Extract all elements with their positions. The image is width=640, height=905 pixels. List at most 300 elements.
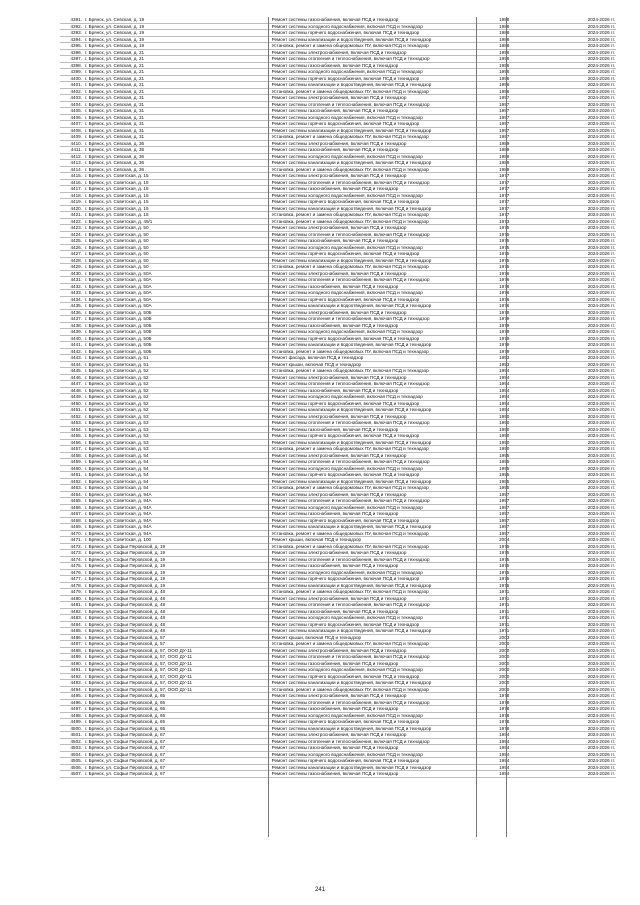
row-work-type: Ремонт системы холодного водоснабжения, включая ПСД и технадзор (271, 394, 423, 399)
row-work-type: Ремонт системы отопления и теплоснабжения, включая ПСД и технадзор (271, 738, 430, 744)
row-gap (519, 89, 555, 95)
row-period: 2024-2026 гг. (587, 608, 615, 614)
row-number: 4422. (70, 218, 82, 224)
row-work-type: Ремонт системы горячего водоснабжения, включая ПСД и технадзор (271, 719, 420, 724)
row-address: г. Брянск, ул. Софьи Перовской, д. 67 (84, 732, 166, 737)
row-work-type: Ремонт системы отопления и теплоснабжения, включая ПСД и технадзор (271, 699, 430, 705)
row-period: 2024-2026 гг. (587, 595, 615, 601)
row-period: 2024-2026 гг. (587, 537, 615, 542)
row-year: 1988 (499, 43, 510, 48)
row-year: 1996 (499, 88, 510, 94)
row-address: г. Брянск, ул. Софьи Перовской, д. 67 (84, 745, 166, 750)
row-year: 1971 (499, 621, 510, 627)
row-address: г. Брянск, ул. Советская, д. 50 (84, 257, 149, 263)
row-period: 2024-2026 гг. (587, 368, 615, 373)
row-year: 2000 (499, 673, 510, 679)
row-address: г. Брянск, ул. Софьи Перовской, д. 57, ООО ДУ-11 (84, 680, 192, 685)
row-period: 2024-2026 гг. (587, 355, 615, 360)
row-gap (519, 680, 555, 686)
row-address: г. Брянск, ул. Советская, д. 50 (84, 251, 149, 256)
row-address: г. Брянск, ул. Советская, д. 51 (84, 355, 149, 360)
row-year: 1977 (499, 186, 510, 191)
row-gap (519, 30, 555, 36)
row-number: 4438. (70, 322, 82, 328)
row-gap (519, 303, 555, 309)
row-address: г. Брянск, ул. Советская, д. 15 (84, 205, 149, 211)
row-gap (519, 726, 555, 732)
row-number: 4460. (70, 465, 82, 471)
row-address: г. Брянск, ул. Севская, д. 19 (84, 43, 145, 48)
row-period: 2024-2026 гг. (587, 374, 615, 380)
row-gap (519, 37, 555, 43)
row-work-type: Ремонт системы канализации и водоотведения, включая ПСД и технадзор (271, 478, 432, 484)
row-work-type: Ремонт системы горячего водоснабжения, включая ПСД и технадзор (271, 30, 420, 35)
row-gap (519, 232, 555, 238)
row-period: 2024-2026 гг. (587, 569, 615, 575)
row-gap (519, 745, 555, 751)
row-year: 1994 (499, 374, 510, 380)
row-period: 2024-2026 гг. (587, 446, 615, 451)
row-year: 1996 (499, 75, 510, 81)
row-work-type: Ремонт системы электроснабжения, включая ПСД и технадзор (271, 550, 407, 555)
row-period: 2024-2026 гг. (587, 238, 615, 243)
row-address: г. Брянск, ул. Советская, д. 50 (84, 225, 149, 230)
row-gap (519, 193, 555, 199)
row-number: 4459. (70, 459, 82, 464)
row-work-type: Установка, ремонт и замена общедомовых ПУ, включая ПСД и технадзор (271, 264, 429, 269)
row-gap (519, 271, 555, 277)
row-address: г. Брянск, ул. Советская, д. 50А (84, 283, 152, 289)
row-gap (519, 258, 555, 264)
row-address: г. Брянск, ул. Советская, д. 50Б (84, 348, 152, 354)
row-gap (519, 147, 555, 153)
row-number: 4431. (70, 277, 82, 282)
row-number: 4407. (70, 121, 82, 126)
row-period: 2024-2026 гг. (587, 342, 615, 347)
row-gap (519, 329, 555, 335)
row-gap (519, 713, 555, 719)
row-gap (519, 752, 555, 758)
row-period: 2024-2026 гг. (587, 667, 615, 672)
row-gap (519, 648, 555, 654)
row-year: 1994 (499, 407, 510, 412)
row-work-type: Ремонт системы холодного водоснабжения, включая ПСД и технадзор (271, 615, 423, 620)
row-work-type: Ремонт системы холодного водоснабжения, включая ПСД и технадзор (271, 569, 423, 575)
row-work-type: Ремонт системы отопления и теплоснабжения, включая ПСД и технадзор (271, 316, 430, 321)
row-year: 1975 (499, 582, 510, 588)
row-address: г. Брянск, ул. Советская, д. 52 (84, 387, 149, 393)
row-gap (519, 498, 555, 504)
row-gap (519, 758, 555, 764)
row-number: 4434. (70, 296, 82, 302)
row-year: 1975 (499, 563, 510, 568)
row-number: 4432. (70, 283, 82, 289)
row-period: 2024-2026 гг. (587, 231, 615, 237)
row-address: г. Брянск, ул. Советская, д. 50А (84, 303, 152, 308)
row-address: г. Брянск, ул. Софьи Перовской, д. 19 (84, 576, 166, 581)
row-address: г. Брянск, ул. Советская, д. 50А (84, 277, 152, 282)
row-gap (519, 115, 555, 121)
row-work-type: Ремонт системы газоснабжения, включая ПСД и технадзор (271, 238, 399, 243)
row-year: 1975 (499, 543, 510, 549)
row-period: 2024-2026 гг. (587, 439, 615, 445)
row-work-type: Установка, ремонт и замена общедомовых ПУ, включая ПСД и технадзор (271, 543, 429, 549)
row-number: 4504. (70, 751, 82, 757)
row-number: 4397. (70, 56, 82, 61)
row-address: г. Брянск, ул. Советская, д. 50А (84, 296, 152, 302)
row-gap (519, 505, 555, 511)
row-address: г. Брянск, ул. Советская, д. 50Б (84, 309, 152, 315)
row-period: 2024-2026 гг. (587, 556, 615, 562)
row-work-type: Установка, ремонт и замена общедомовых ПУ, включая ПСД и технадзор (271, 485, 429, 490)
row-gap (519, 557, 555, 563)
row-year: 1977 (499, 192, 510, 198)
row-number: 4468. (70, 517, 82, 523)
row-year: 1989 (499, 140, 510, 146)
row-work-type: Ремонт системы канализации и водоотведения, включая ПСД и технадзор (271, 407, 432, 412)
row-gap (519, 667, 555, 673)
row-address: г. Брянск, ул. Советская, д. 94А (84, 491, 152, 497)
row-address: г. Брянск, ул. Советская, д. 50 (84, 244, 149, 250)
row-gap (519, 128, 555, 134)
row-number: 4404. (70, 101, 82, 107)
repair-schedule-table (60, 17, 616, 778)
row-gap (519, 407, 555, 413)
row-period: 2024-2026 гг. (587, 36, 615, 42)
row-period: 2024-2026 гг. (587, 426, 615, 432)
row-gap (519, 765, 555, 771)
row-work-type: Ремонт системы электроснабжения, включая ПСД и технадзор (271, 95, 407, 100)
row-address: г. Брянск, ул. Советская, д. 54 (84, 485, 149, 490)
row-address: г. Брянск, ул. Советская, д. 51 (84, 361, 149, 367)
row-number: 4420. (70, 205, 82, 211)
row-period: 2024-2026 гг. (587, 225, 615, 230)
row-gap (519, 82, 555, 88)
row-gap (519, 355, 555, 361)
row-address: г. Брянск, ул. Софьи Перовской, д. 65 (84, 706, 166, 711)
row-work-type: Ремонт системы газоснабжения, включая ПСД и технадзор (271, 426, 399, 432)
row-address: г. Брянск, ул. Советская, д. 50Б (84, 342, 152, 347)
row-year: 1953 (499, 355, 510, 360)
row-year: 1997 (499, 530, 510, 536)
row-work-type: Ремонт системы газоснабжения, включая ПСД и технадзор (271, 322, 399, 328)
row-gap (519, 199, 555, 205)
row-period: 2024-2026 гг. (587, 394, 615, 399)
row-gap (519, 550, 555, 556)
row-gap (519, 453, 555, 459)
row-address: г. Брянск, ул. Софьи Перовской, д. 67 (84, 758, 166, 763)
row-number: 4417. (70, 186, 82, 191)
row-work-type: Ремонт системы горячего водоснабжения, включая ПСД и технадзор (271, 673, 420, 679)
row-work-type: Установка, ремонт и замена общедомовых ПУ, включая ПСД и технадзор (271, 166, 429, 172)
row-address: г. Брянск, ул. Севская, д. 21 (84, 75, 145, 81)
row-address: г. Брянск, ул. Севская, д. 21 (84, 56, 145, 61)
row-number: 4451. (70, 407, 82, 412)
row-year: 1994 (499, 394, 510, 399)
row-work-type: Ремонт системы холодного водоснабжения, включая ПСД и технадзор (271, 751, 423, 757)
row-year: 1975 (499, 550, 510, 555)
row-year: 1978 (499, 699, 510, 705)
row-number: 4392. (70, 23, 82, 29)
row-number: 4440. (70, 335, 82, 341)
row-year: 1997 (499, 504, 510, 510)
row-address: г. Брянск, ул. Советская, д. 50 (84, 264, 149, 269)
row-work-type: Ремонт крыши, включая ПСД и технадзор (271, 537, 362, 542)
row-number: 4444. (70, 361, 82, 367)
row-work-type: Установка, ремонт и замена общедомовых ПУ, включая ПСД и технадзор (271, 212, 429, 217)
row-period: 2024-2026 гг. (587, 192, 615, 198)
row-period: 2024-2026 гг. (587, 108, 615, 113)
row-gap (519, 609, 555, 615)
row-address: г. Брянск, ул. Советская, д. 53 (84, 420, 149, 425)
row-gap (519, 479, 555, 485)
row-number: 4403. (70, 95, 82, 100)
row-number: 4423. (70, 225, 82, 230)
row-address: г. Брянск, ул. Советская, д. 54 (84, 459, 149, 464)
row-number: 4452. (70, 413, 82, 419)
row-number: 4458. (70, 452, 82, 458)
row-address: г. Брянск, ул. Советская, д. 53 (84, 433, 149, 438)
row-year: 1995 (499, 478, 510, 484)
row-gap (519, 654, 555, 660)
row-gap (519, 108, 555, 114)
row-gap (519, 485, 555, 491)
row-work-type: Ремонт системы горячего водоснабжения, включая ПСД и технадзор (271, 433, 420, 438)
row-gap (519, 687, 555, 693)
row-gap (519, 186, 555, 192)
row-number: 4461. (70, 472, 82, 477)
row-number: 4487. (70, 641, 82, 646)
row-gap (519, 537, 555, 543)
row-address: г. Брянск, ул. Софьи Перовской, д. 57, ООО ДУ-11 (84, 654, 192, 659)
row-number: 4409. (70, 134, 82, 139)
row-work-type: Ремонт системы отопления и теплоснабжения, включая ПСД и технадзор (271, 602, 430, 607)
row-work-type: Ремонт системы канализации и водоотведения, включая ПСД и технадзор (271, 582, 432, 588)
row-period: 2024-2026 гг. (587, 322, 615, 328)
row-year: 1996 (499, 49, 510, 55)
row-number: 4430. (70, 270, 82, 276)
row-number: 4462. (70, 478, 82, 484)
row-year: 1971 (499, 595, 510, 601)
row-number: 4489. (70, 654, 82, 659)
row-year: 1994 (499, 732, 510, 737)
row-year: 1996 (499, 82, 510, 87)
row-number: 4398. (70, 62, 82, 68)
row-period: 2024-2026 гг. (587, 725, 615, 731)
row-period: 2024-2026 гг. (587, 88, 615, 94)
row-work-type: Ремонт системы отопления и теплоснабжения, включая ПСД и технадзор (271, 459, 430, 464)
row-number: 4419. (70, 199, 82, 204)
row-period: 2024-2026 гг. (587, 712, 615, 718)
row-gap (519, 661, 555, 667)
row-period: 2024-2026 гг. (587, 433, 615, 438)
row-year: 1975 (499, 238, 510, 243)
row-number: 4491. (70, 667, 82, 672)
row-work-type: Установка, ремонт и замена общедомовых ПУ, включая ПСД и технадзор (271, 218, 429, 224)
row-address: г. Брянск, ул. Софьи Перовской, д. 65 (84, 719, 166, 724)
row-period: 2024-2026 гг. (587, 582, 615, 588)
row-period: 2024-2026 гг. (587, 218, 615, 224)
row-year: 2000 (499, 654, 510, 659)
row-work-type: Установка, ремонт и замена общедомовых ПУ, включая ПСД и технадзор (271, 641, 429, 646)
row-address: г. Брянск, ул. Софьи Перовской, д. 48 (84, 595, 166, 601)
row-year: 1997 (499, 127, 510, 133)
row-period: 2024-2026 гг. (587, 381, 615, 386)
row-period: 2024-2026 гг. (587, 511, 615, 516)
row-period: 2024-2026 гг. (587, 160, 615, 165)
row-number: 4501. (70, 732, 82, 737)
row-address: г. Брянск, ул. Советская, д. 53 (84, 446, 149, 451)
row-gap (519, 394, 555, 400)
row-address: г. Брянск, ул. Советская, д. 50А (84, 290, 152, 295)
row-period: 2024-2026 гг. (587, 147, 615, 152)
row-address: г. Брянск, ул. Севская, д. 21 (84, 62, 145, 68)
row-number: 4494. (70, 686, 82, 692)
row-period: 2024-2026 гг. (587, 186, 615, 191)
row-year: 1978 (499, 712, 510, 718)
row-number: 4471. (70, 537, 82, 542)
row-year: 1990 (499, 413, 510, 419)
row-number: 4426. (70, 244, 82, 250)
row-period: 2024-2026 гг. (587, 654, 615, 659)
row-gap (519, 628, 555, 634)
row-work-type: Ремонт системы электроснабжения, включая ПСД и технадзор (271, 647, 407, 653)
row-address: г. Брянск, ул. Севская, д. 31 (84, 127, 145, 133)
row-year: 1989 (499, 160, 510, 165)
row-address: г. Брянск, ул. Советская, д. 54 (84, 472, 149, 477)
row-address: г. Брянск, ул. Советская, д. 50Б (84, 316, 152, 321)
row-gap (519, 141, 555, 147)
row-gap (519, 277, 555, 283)
row-year: 1971 (499, 602, 510, 607)
row-address: г. Брянск, ул. Софьи Перовской, д. 19 (84, 556, 166, 562)
row-year: 1989 (499, 166, 510, 172)
row-gap (519, 511, 555, 517)
row-work-type: Ремонт системы отопления и теплоснабжения, включая ПСД и технадзор (271, 101, 430, 107)
row-period: 2024-2026 гг. (587, 290, 615, 295)
row-address: г. Брянск, ул. Севская, д. 21 (84, 49, 145, 55)
row-number: 4450. (70, 400, 82, 406)
row-gap (519, 440, 555, 446)
row-period: 2024-2026 гг. (587, 465, 615, 471)
row-work-type: Ремонт системы электроснабжения, включая ПСД и технадзор (271, 732, 407, 737)
row-work-type: Установка, ремонт и замена общедомовых ПУ, включая ПСД и технадзор (271, 446, 429, 451)
row-number: 4476. (70, 569, 82, 575)
row-period: 2024-2026 гг. (587, 140, 615, 146)
row-address: г. Брянск, ул. Советская, д. 53 (84, 413, 149, 419)
row-gap (519, 17, 555, 23)
row-gap (519, 492, 555, 498)
row-gap (519, 56, 555, 62)
row-number: 4493. (70, 680, 82, 685)
row-number: 4475. (70, 563, 82, 568)
row-address: г. Брянск, ул. Советская, д. 100 (84, 537, 152, 542)
row-work-type: Ремонт системы электроснабжения, включая ПСД и технадзор (271, 225, 407, 230)
row-year: 1988 (499, 17, 510, 22)
row-year: 1997 (499, 491, 510, 497)
row-work-type: Ремонт системы канализации и водоотведения, включая ПСД и технадзор (271, 127, 432, 133)
row-year: 1994 (499, 381, 510, 386)
row-work-type: Ремонт крыши, включая ПСД и технадзор (271, 634, 362, 640)
column-divider (506, 17, 507, 837)
row-year: 1975 (499, 251, 510, 256)
row-gap (519, 615, 555, 621)
row-work-type: Ремонт системы электроснабжения, включая ПСД и технадзор (271, 374, 407, 380)
row-period: 2024-2026 гг. (587, 673, 615, 679)
row-number: 4485. (70, 628, 82, 633)
row-number: 4447. (70, 381, 82, 386)
row-work-type: Ремонт системы канализации и водоотведения, включая ПСД и технадзор (271, 160, 432, 165)
row-work-type: Ремонт системы холодного водоснабжения, включая ПСД и технадзор (271, 192, 423, 198)
row-address: г. Брянск, ул. Советская, д. 50А (84, 270, 152, 276)
row-address: г. Брянск, ул. Севская, д. 31 (84, 121, 145, 126)
row-address: г. Брянск, ул. Советская, д. 52 (84, 374, 149, 380)
row-gap (519, 310, 555, 316)
row-period: 2024-2026 гг. (587, 758, 615, 763)
row-work-type: Ремонт системы отопления и теплоснабжения, включая ПСД и технадзор (271, 654, 430, 659)
row-address: г. Брянск, ул. Софьи Перовской, д. 48 (84, 602, 166, 607)
row-period: 2024-2026 гг. (587, 517, 615, 523)
row-work-type: Ремонт системы холодного водоснабжения, включая ПСД и технадзор (271, 329, 423, 334)
row-number: 4410. (70, 140, 82, 146)
row-year: 1997 (499, 95, 510, 100)
row-period: 2024-2026 гг. (587, 251, 615, 256)
row-work-type: Ремонт системы горячего водоснабжения, включая ПСД и технадзор (271, 621, 420, 627)
row-year: 1975 (499, 244, 510, 250)
row-gap (519, 154, 555, 160)
row-number: 4418. (70, 192, 82, 198)
row-number: 4391. (70, 17, 82, 22)
row-year: 1994 (499, 400, 510, 406)
row-work-type: Ремонт системы канализации и водоотведения, включая ПСД и технадзор (271, 82, 432, 87)
row-number: 4473. (70, 550, 82, 555)
row-work-type: Ремонт системы канализации и водоотведения, включая ПСД и технадзор (271, 524, 432, 529)
row-work-type: Ремонт системы электроснабжения, включая ПСД и технадзор (271, 140, 407, 146)
row-address: г. Брянск, ул. Советская, д. 52 (84, 400, 149, 406)
row-year: 1996 (499, 56, 510, 61)
row-year: 1978 (499, 706, 510, 711)
row-year: 1977 (499, 205, 510, 211)
row-work-type: Ремонт системы электроснабжения, включая ПСД и технадзор (271, 173, 407, 178)
row-period: 2024-2026 гг. (587, 686, 615, 692)
row-period: 2024-2026 гг. (587, 452, 615, 458)
row-year: 1988 (499, 23, 510, 29)
row-gap (519, 570, 555, 576)
row-number: 4441. (70, 342, 82, 347)
row-number: 4499. (70, 719, 82, 724)
row-work-type: Установка, ремонт и замена общедомовых ПУ, включая ПСД и технадзор (271, 88, 429, 94)
row-gap (519, 316, 555, 322)
row-address: г. Брянск, ул. Севская, д. 31 (84, 108, 145, 113)
row-number: 4402. (70, 88, 82, 94)
row-gap (519, 388, 555, 394)
row-period: 2024-2026 гг. (587, 602, 615, 607)
row-gap (519, 446, 555, 452)
row-gap (519, 212, 555, 218)
row-gap (519, 531, 555, 537)
row-period: 2024-2026 гг. (587, 43, 615, 48)
row-work-type: Ремонт системы газоснабжения, включая ПСД и технадзор (271, 17, 399, 22)
row-year: 1971 (499, 615, 510, 620)
row-gap (519, 401, 555, 407)
row-year: 1995 (499, 452, 510, 458)
row-period: 2024-2026 гг. (587, 745, 615, 750)
row-year: 1975 (499, 225, 510, 230)
row-number: 4498. (70, 712, 82, 718)
row-period: 2024-2026 гг. (587, 400, 615, 406)
row-work-type: Ремонт системы газоснабжения, включая ПСД и технадзор (271, 771, 399, 776)
row-gap (519, 173, 555, 179)
